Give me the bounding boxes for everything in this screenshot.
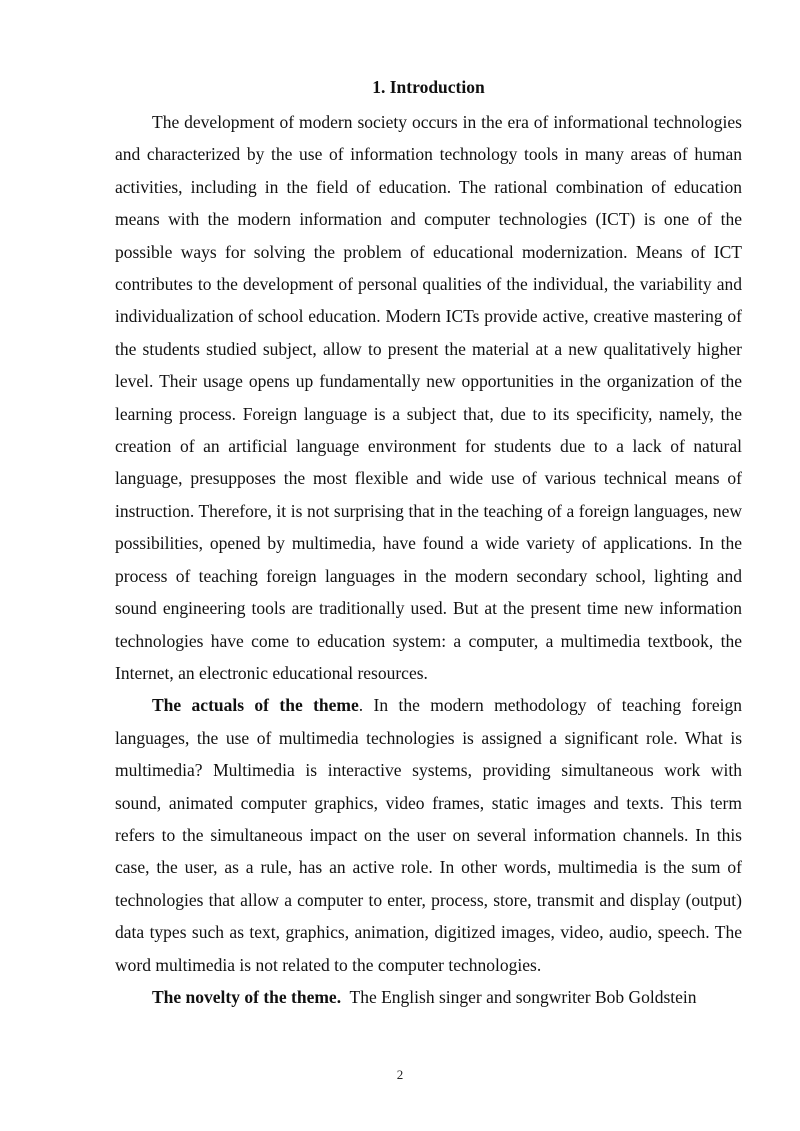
actuals-body: . In the modern methodology of teaching foreign languages, the use of multimedia technologies is assigned a significant role. What is multimedia? Multimedia is interactive systems, providing simultaneous work with sound, animated computer graphics, video frames, static images and texts. This term refers to the simultaneous impact on the user on several information channels. In this case, the user, as a rule, has an active role. In other words, multimedia is the sum of technologies that allow a computer to enter, process, store, transmit and display (output) data types such as text, graphics, animation, digitized images, video, audio, speech. The word multimedia is not related to the computer technologies. xyxy=(115,695,742,975)
novelty-paragraph xyxy=(115,981,742,1013)
actuals-lead: The actuals of the theme xyxy=(152,695,359,716)
novelty-body: The English singer and songwriter Bob Goldstein xyxy=(341,986,697,1007)
actuals-paragraph xyxy=(115,689,742,981)
page-number: 2 xyxy=(396,1067,404,1082)
page-body xyxy=(115,74,742,1013)
intro-paragraph: The development of modern society occurs in the era of informational technologies and characterized by the use of information technology tools in many areas of human activities, including in the field of education. The rational combination of education means with the modern information and computer technologies (ICT) is one of the possible ways for solving the problem of educational modernization. Means of ICT contributes to the development of personal qualities of the individual, the variability and individualization of school education. Modern ICTs provide active, creative mastering of the students studied subject, allow to present the material at a new qualitatively higher level. Their usage opens up fundamentally new opportunities in the organization of the learning process. Foreign language is a subject that, due to its specificity, namely, the creation of an artificial language environment for students due to a lack of natural language, presupposes the most flexible and wide use of various technical means of instruction. Therefore, it is not surprising that in the teaching of a foreign languages, new possibilities, opened by multimedia, have found a wide variety of applications. In the process of teaching foreign languages in the modern secondary school, lighting and sound engineering tools are traditionally used. But at the present time new information technologies have come to education system: a computer, a multimedia textbook, the Internet, an electronic educational resources. xyxy=(115,112,742,683)
novelty-lead: The novelty of the theme. xyxy=(152,986,342,1007)
section-heading: 1. Introduction xyxy=(372,77,485,97)
